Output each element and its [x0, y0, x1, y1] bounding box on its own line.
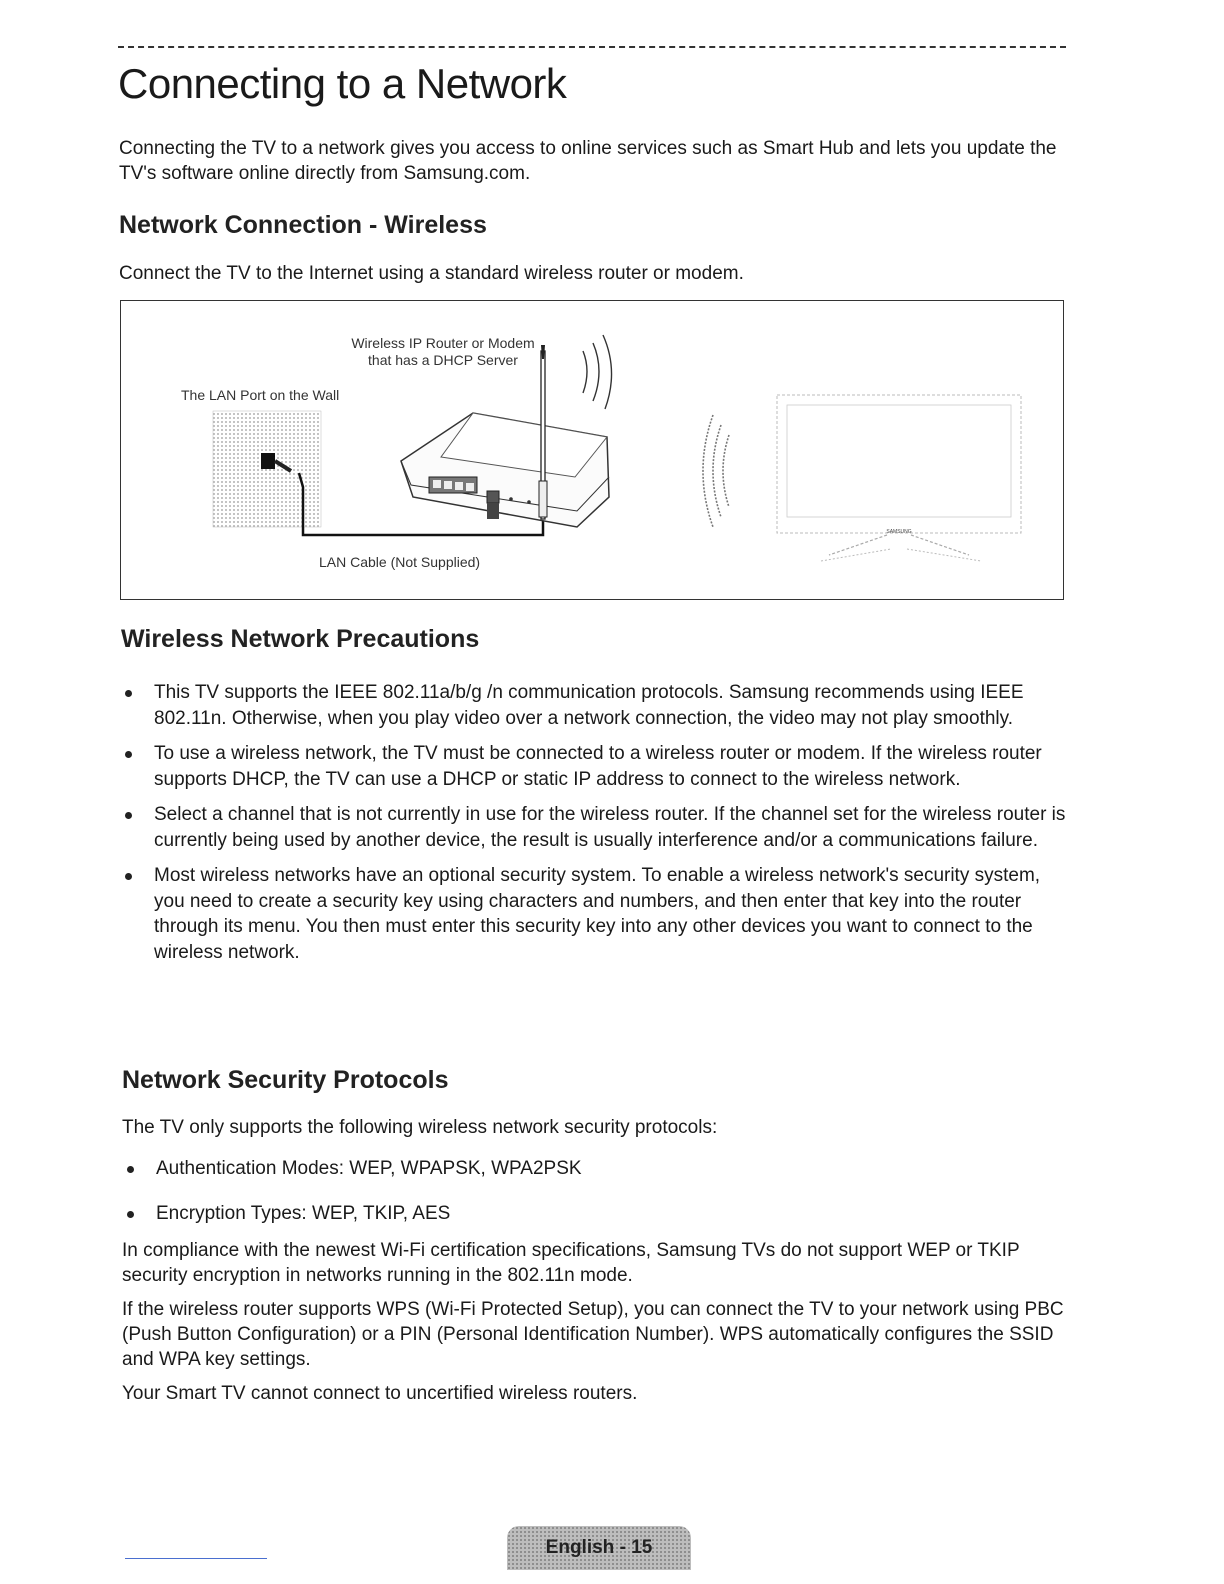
security-intro: The TV only supports the following wireless network security protocols:: [122, 1117, 718, 1138]
router-label-line2: that has a DHCP Server: [368, 352, 518, 368]
tv-brand: SAMSUNG: [886, 529, 912, 535]
precautions-heading: Wireless Network Precautions: [121, 625, 480, 653]
list-item: This TV supports the IEEE 802.11a/b/g /n communication protocols. Samsung recommends using IEEE 802.11n. Otherwise, when you play video over a network connection, the video may not play smoothly.: [120, 680, 1070, 731]
top-dashed-rule: [118, 46, 1066, 48]
router-signal-icon: [583, 335, 612, 409]
wireless-signal-icon: [703, 415, 729, 527]
list-item: Select a channel that is not currently in use for the wireless router. If the channel set for the wireless router is currently being used by another device, the result is usually interference and/or a communications failure.: [120, 802, 1070, 853]
footer-rule: [125, 1558, 267, 1559]
wps-paragraph: If the wireless router supports WPS (Wi-Fi Protected Setup), you can connect the TV to your network using PBC (Push Button Configuration) or a PIN (Personal Identification Number). WPS automatically configures the SSID and WPA key settings.: [122, 1299, 1064, 1370]
list-item: To use a wireless network, the TV must be connected to a wireless router or modem. If the wireless router supports DHCP, the TV can use a DHCP or static IP address to connect to the wireless network.: [120, 741, 1070, 792]
list-item: Encryption Types: WEP, TKIP, AES: [122, 1201, 1062, 1227]
intro-paragraph: Connecting the TV to a network gives you access to online services such as Smart Hub and lets you update the TV's software online directly from Samsung.com.: [119, 138, 1057, 184]
security-list: [122, 1156, 1062, 1226]
precautions-list: [120, 680, 1070, 965]
network-diagram: [120, 300, 1064, 600]
compliance-paragraph: In compliance with the newest Wi-Fi certification specifications, Samsung TVs do not support WEP or TKIP security encryption in networks running in the 802.11n mode.: [122, 1240, 1020, 1286]
page-title: Connecting to a Network: [118, 60, 567, 107]
uncertified-paragraph: Your Smart TV cannot connect to uncertified wireless routers.: [122, 1383, 638, 1404]
page-number-badge: English - 15: [507, 1526, 691, 1570]
router-illustration: [401, 345, 609, 527]
wireless-text: Connect the TV to the Internet using a standard wireless router or modem.: [119, 263, 744, 284]
router-label-line1: Wireless IP Router or Modem: [351, 335, 535, 351]
tv-illustration: [777, 395, 1021, 561]
list-item: Authentication Modes: WEP, WPAPSK, WPA2PSK: [122, 1156, 1062, 1182]
diagram-drawing: [121, 301, 1065, 601]
security-heading: Network Security Protocols: [122, 1066, 449, 1094]
wireless-heading: Network Connection - Wireless: [119, 211, 487, 239]
list-item: Most wireless networks have an optional security system. To enable a wireless network's security system, you need to create a security key using characters and numbers, and then enter that key into the router through its menu. You then must enter this security key into any other devices you want to connect to the wireless network.: [120, 863, 1070, 965]
lan-port-label: The LAN Port on the Wall: [181, 387, 340, 403]
cable-label: LAN Cable (Not Supplied): [319, 554, 481, 570]
